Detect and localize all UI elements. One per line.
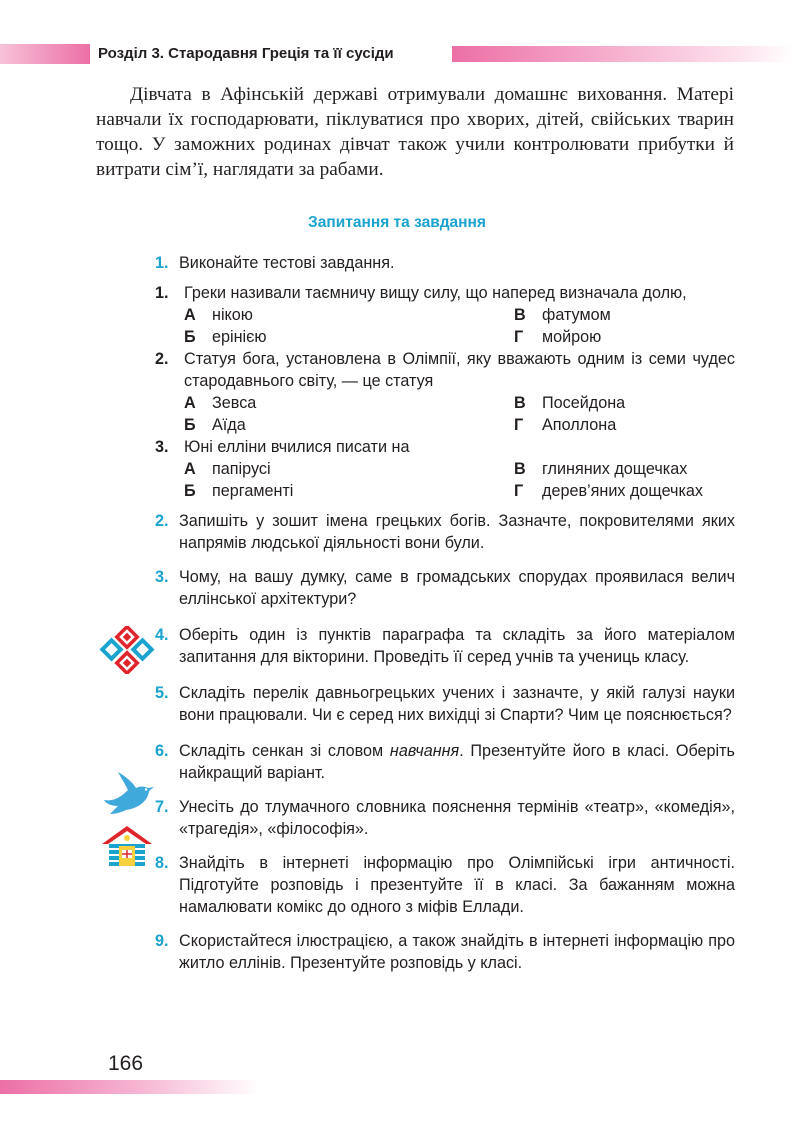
task-number: 1.: [155, 254, 169, 272]
task-item: [155, 510, 735, 554]
task-number: 2.: [155, 512, 169, 530]
intro-paragraph: Дівчата в Афінській державі отримували домашнє виховання. Матері навчали їх господарювати, піклуватися про хворих, дітей, свійських тварин тощо. У заможних родинах дівчат також учили контролювати прибутки й витрати сім’ї, наглядати за рабами.: [96, 84, 734, 180]
option-text: Аполлона: [542, 416, 617, 434]
option-letter: В: [514, 460, 526, 478]
task-text: Складіть перелік давньогрецьких учених і зазначте, у якій галузі науки вони працювали. Чи є серед них вихідці зі Спарти? Чим це пояснюється?: [179, 684, 735, 724]
task-number: 4.: [155, 626, 169, 644]
task-number: 9.: [155, 932, 169, 950]
question-number: 1.: [155, 284, 169, 302]
option-text: дерев’яних дощечках: [542, 482, 704, 500]
task-text-part: Складіть сенкан зі словом: [179, 742, 390, 760]
page-number: 166: [108, 1052, 144, 1075]
option-text: Зевса: [212, 394, 257, 412]
task-text: Унесіть до тлумачного словника пояснення термінів «театр», «комедія», «трагедія», «філософія».: [179, 798, 735, 838]
test-question: [155, 348, 735, 392]
task-keyword: навчання: [389, 742, 460, 760]
header-stripe-right: [452, 46, 794, 62]
task-item: [155, 682, 735, 726]
question-text: Юні елліни вчилися писати на: [184, 438, 410, 456]
option-text: нікою: [212, 306, 253, 324]
answer-option: [184, 304, 514, 326]
option-letter: Б: [184, 416, 196, 434]
answer-option: [514, 458, 735, 480]
answer-option: [514, 304, 735, 326]
task-text: Виконайте тестові завдання.: [179, 254, 395, 272]
option-text: Аїда: [212, 416, 246, 434]
answer-option: [514, 480, 735, 502]
answer-option: [514, 392, 735, 414]
test-question: [155, 282, 735, 304]
task-text: Скористайтеся ілюстрацією, а також знайдіть в інтернеті інформацію про житло еллінів. Презентуйте розповідь у класі.: [179, 932, 735, 972]
header-stripe-left: [0, 44, 90, 64]
task-number: 7.: [155, 798, 169, 816]
option-text: фатумом: [542, 306, 611, 324]
task-text: [179, 742, 735, 782]
task-item: [155, 566, 735, 610]
house-icon: [100, 824, 154, 868]
answer-options: [155, 458, 735, 502]
answer-option: [184, 480, 514, 502]
task-text: Оберіть один із пунктів параграфа та складіть за його матеріалом запитання для вікторини. Проведіть її серед учнів та учениць класу.: [179, 626, 735, 666]
answer-option: [184, 458, 514, 480]
answer-option: [184, 414, 514, 436]
dove-icon: [100, 770, 156, 816]
question-text: Статуя бога, установлена в Олімпії, яку вважають одним із семи чудес стародавнього світу, — це статуя: [184, 350, 735, 390]
option-letter: Г: [514, 482, 524, 500]
task-item: [155, 852, 735, 918]
option-letter: Б: [184, 328, 196, 346]
option-letter: В: [514, 306, 526, 324]
task-item: [155, 252, 735, 274]
footer-stripe: [0, 1080, 260, 1094]
test-questions: [155, 282, 735, 502]
question-number: 2.: [155, 350, 169, 368]
task-text: Знайдіть в інтернеті інформацію про Олімпійські ігри античності. Підготуйте розповідь і презентуйте її в класі. За бажанням можна намалювати комікс до одного з міфів Еллади.: [179, 854, 735, 916]
option-letter: А: [184, 306, 196, 324]
task-number: 3.: [155, 568, 169, 586]
task-number: 6.: [155, 742, 169, 760]
option-letter: Г: [514, 416, 524, 434]
chapter-header: Розділ 3. Стародавня Греція та її сусіди: [98, 45, 394, 62]
tasks-list: [155, 252, 735, 982]
option-text: мойрою: [542, 328, 602, 346]
task-text: Чому, на вашу думку, саме в громадських спорудах проявилася велич еллінської архітектури?: [179, 568, 735, 608]
test-question: [155, 436, 735, 458]
question-text: Греки називали таємничу вищу силу, що наперед визначала долю,: [184, 284, 687, 302]
option-text: пергаменті: [212, 482, 294, 500]
option-letter: В: [514, 394, 526, 412]
diamond-ornament-icon: [98, 626, 156, 674]
section-title: Запитання та завдання: [308, 214, 486, 231]
answer-option: [514, 414, 735, 436]
task-number: 8.: [155, 854, 169, 872]
answer-option: [184, 392, 514, 414]
option-text: папірусі: [212, 460, 271, 478]
task-item: [155, 796, 735, 840]
answer-option: [184, 326, 514, 348]
answer-options: [155, 304, 735, 348]
task-item: [155, 930, 735, 974]
option-letter: Б: [184, 482, 196, 500]
task-text: Запишіть у зошит імена грецьких богів. Зазначте, покровителями яких напрямів людської діяльності вони були.: [179, 512, 735, 552]
question-number: 3.: [155, 438, 169, 456]
task-item: [155, 624, 735, 668]
option-letter: Г: [514, 328, 524, 346]
option-text: глиняних дощечках: [542, 460, 688, 478]
task-item: [155, 740, 735, 784]
option-letter: А: [184, 394, 196, 412]
option-text: ерінією: [212, 328, 267, 346]
task-number: 5.: [155, 684, 169, 702]
option-letter: А: [184, 460, 196, 478]
option-text: Посейдона: [542, 394, 626, 412]
answer-options: [155, 392, 735, 436]
answer-option: [514, 326, 735, 348]
task-text-part: . Презентуйте його в класі. Оберіть найкращий варіант.: [179, 742, 735, 782]
